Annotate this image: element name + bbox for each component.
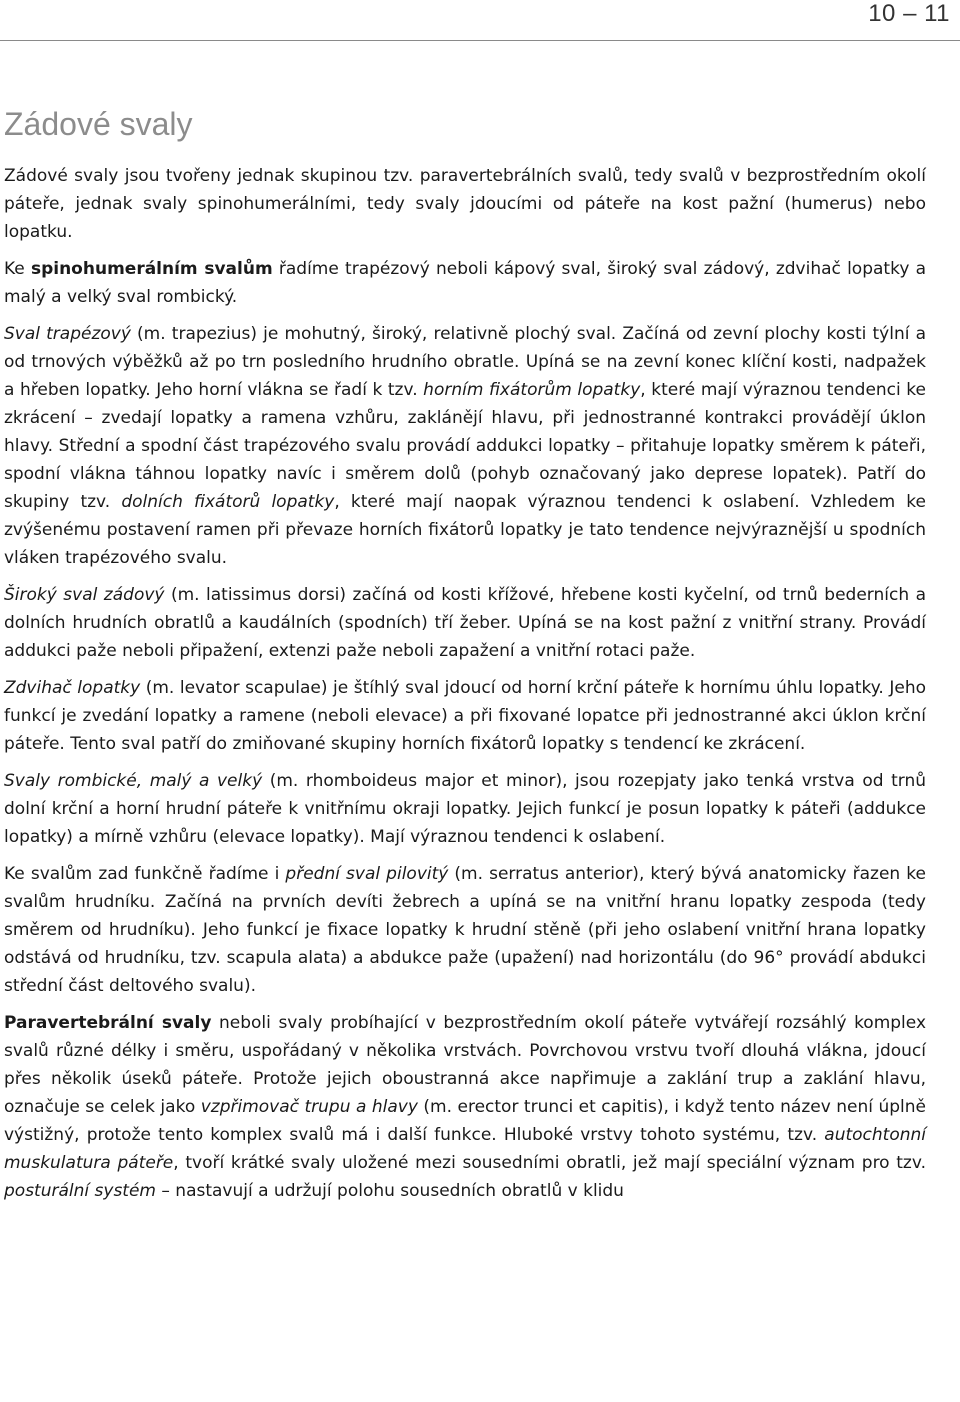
text-segment: (m. erector trunci et capitis), i když tento název není úplně výstižný, protože tento komplex svalů má i další funkce. Hluboké vrstvy tohoto systému, tzv. (4, 1097, 926, 1145)
term-erector: vzpřimovač trupu a hlavy (200, 1097, 418, 1117)
paragraph-spinohumeral (4, 255, 926, 311)
text-segment: Ke (4, 259, 31, 279)
term-serratus: přední sval pilovitý (285, 864, 449, 884)
text-segment: řadíme trapézový neboli kápový sval, široký sval zádový, zdvihač lopatky a malý a velký sval rombický. (4, 259, 927, 307)
text-segment: (m. rhomboideus major et minor), jsou rozepjaty jako tenká vrstva od trnů dolní krční a horní hrudní páteře k vnitřnímu okraji lopatky. Jejich funkcí je posun lopatky k páteři (addukce lopatky) a mírně vzhůru (elevace lopatky). Mají výraznou tendenci k oslabení. (4, 771, 927, 847)
paragraph-rhomboid (4, 767, 926, 851)
term-lower-fixators: dolních fixátorů lopatky (121, 492, 335, 512)
term-postural-system: posturální systém (4, 1181, 156, 1201)
paragraph-serratus (4, 860, 926, 1000)
paragraph-intro: Zádové svaly jsou tvořeny jednak skupinou tzv. paravertebrálních svalů, tedy svalů v bezprostředním okolí páteře, jednak svaly spinohumerálními, tedy svaly jdoucími od páteře na kost pažní (humerus) nebo lopatku. (4, 166, 926, 242)
page-number: 10 – 11 (868, 0, 950, 27)
text-segment: Ke svalům zad funkčně řadíme i (4, 864, 286, 884)
term-autochthonous: autochtonní muskulatura páteře (4, 1125, 926, 1173)
paragraph-trapezius (4, 320, 926, 572)
term-spinohumeral: spinohumerálním svalům (30, 259, 273, 279)
text-segment: – nastavují a udržují polohu sousedních obratlů v klidu (155, 1181, 624, 1201)
page-title: Zádové svaly (4, 106, 193, 142)
term-upper-fixators: horním fixátorům lopatky (423, 380, 641, 400)
term-levator: Zdvihač lopatky (4, 678, 141, 698)
text-segment: neboli svaly probíhající v bezprostředním okolí páteře vytvářejí rozsáhlý komplex svalů různé délky i směru, uspořádaný v několika vrstvách. Povrchovou vrstvu tvoří dlouhá vlákna, jdoucí přes několik úseků páteře. Protože jejich oboustranná akce napřimuje a zaklání trup a zaklání hlavu, označuje se celek jako (4, 1013, 927, 1117)
term-paravertebral: Paravertebrální svaly (4, 1013, 212, 1033)
text-segment: , tvoří krátké svaly uložené mezi sousedními obratli, jež mají speciální význam pro tzv. (173, 1153, 926, 1173)
text-segment: , které mají výraznou tendenci ke zkrácení – zvedají lopatky a ramena vzhůru, zaklánějí hlavu, při jednostranné kontrakci provádějí úklon hlavy. Střední a spodní část trapézového svalu provádí addukci lopatky – přitahuje lopatky směrem k páteři, spodní vlákna táhnou lopatky navíc i směrem dolů (pohyb označovaný jako deprese lopatek). Patří do skupiny tzv. (4, 380, 926, 512)
text-segment: (m. latissimus dorsi) začíná od kosti křížové, hřebene kosti kyčelní, od trnů bederních a dolních hrudních obratlů a kaudálních (spodních) tří žeber. Upíná se na kost pažní z vnitřní strany. Provádí addukci paže neboli připažení, extenzi paže neboli zapažení a vnitřní rotaci paže. (4, 585, 926, 661)
term-latissimus: Široký sval zádový (4, 585, 165, 605)
paragraph-paravertebral (4, 1009, 926, 1205)
article-body (4, 104, 926, 1214)
paragraph-levator (4, 674, 926, 758)
header-rule (0, 40, 960, 41)
term-trapezius: Sval trapézový (4, 324, 131, 344)
paragraph-latissimus (4, 581, 926, 665)
text-segment: , které mají naopak výraznou tendenci k oslabení. Vzhledem ke zvýšenému postavení ramen při převaze horních fixátorů lopatky je tato tendence nejvýraznější u spodních vláken trapézového svalu. (4, 492, 926, 568)
text-segment: (m. trapezius) je mohutný, široký, relativně plochý sval. Začíná od zevní plochy kosti týlní a od trnových výběžků až po trn posledního hrudního obratle. Upíná se na zevní konec klíční kosti, nadpažek a hřeben lopatky. Jeho horní vlákna se řadí k tzv. (4, 324, 926, 400)
text-segment: (m. serratus anterior), který bývá anatomicky řazen ke svalům hrudníku. Začíná na prvních devíti žebrech a upíná se na vnitřní hranu lopatky zespoda (tedy směrem od hrudníku). Jeho funkcí je fixace lopatky k hrudní stěně (při jeho oslabení vnitřní hrana lopatky odstává od hrudníku, tzv. scapula alata) a abdukce paže (upažení) nad horizontálu (do 96° provádí abdukci střední část deltového svalu). (4, 864, 926, 996)
text-segment: (m. levator scapulae) je štíhlý sval jdoucí od horní krční páteře k hornímu úhlu lopatky. Jeho funkcí je zvedání lopatky a ramene (neboli elevace) a při fixované lopatce při jednostranné akci úklon krční páteře. Tento sval patří do zmiňované skupiny horních fixátorů lopatky s tendencí ke zkrácení. (4, 678, 926, 754)
term-rhomboid: Svaly rombické, malý a velký (4, 771, 263, 791)
